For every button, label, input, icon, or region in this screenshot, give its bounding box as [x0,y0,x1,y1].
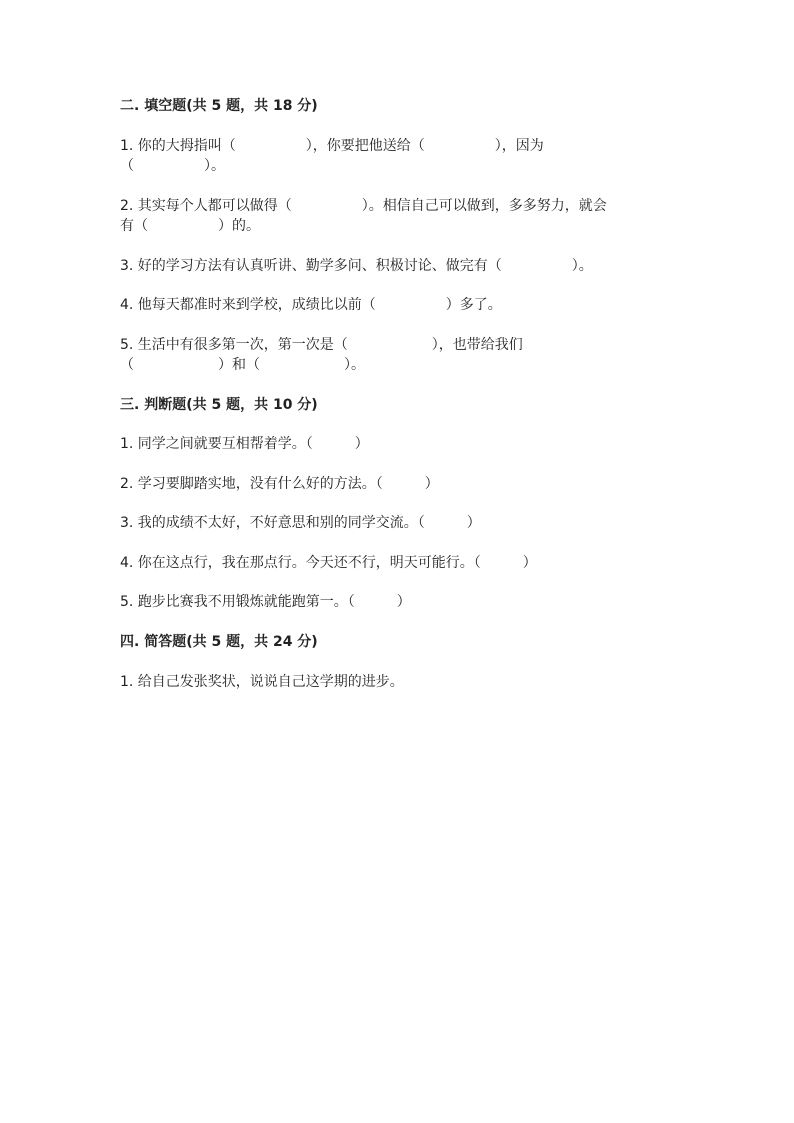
section-heading-short-answer: 四. 简答题(共 5 题，共 24 分) [120,634,318,650]
section-heading-fill-blank: 二. 填空题(共 5 题，共 18 分) [120,98,318,114]
question-3-3: 3. 我的成绩不太好，不好意思和别的同学交流。（ ） [120,515,481,531]
question-2-1-line-2: （ ）。 [120,158,225,174]
question-2-2-line-1: 2. 其实每个人都可以做得（ ）。相信自己可以做到，多多努力，就会 [120,198,607,214]
question-2-2-line-2: 有（ ）的。 [120,218,260,234]
question-2-5-line-1: 5. 生活中有很多第一次，第一次是（ ），也带给我们 [120,337,523,353]
question-2-3: 3. 好的学习方法有认真听讲、勤学多问、积极讨论、做完有（ ）。 [120,258,593,274]
question-3-2: 2. 学习要脚踏实地，没有什么好的方法。（ ） [120,476,439,492]
question-2-5-line-2: （ ）和（ ）。 [120,357,365,373]
question-2-4: 4. 他每天都准时来到学校，成绩比以前（ ）多了。 [120,297,502,313]
question-3-1: 1. 同学之间就要互相帮着学。（ ） [120,436,369,452]
question-2-1-line-1: 1. 你的大拇指叫（ ），你要把他送给（ ），因为 [120,138,544,154]
question-4-1: 1. 给自己发张奖状，说说自己这学期的进步。 [120,674,404,690]
question-3-4: 4. 你在这点行，我在那点行。今天还不行，明天可能行。（ ） [120,555,537,571]
question-3-5: 5. 跑步比赛我不用锻炼就能跑第一。（ ） [120,594,411,610]
section-heading-true-false: 三. 判断题(共 5 题，共 10 分) [120,397,318,413]
